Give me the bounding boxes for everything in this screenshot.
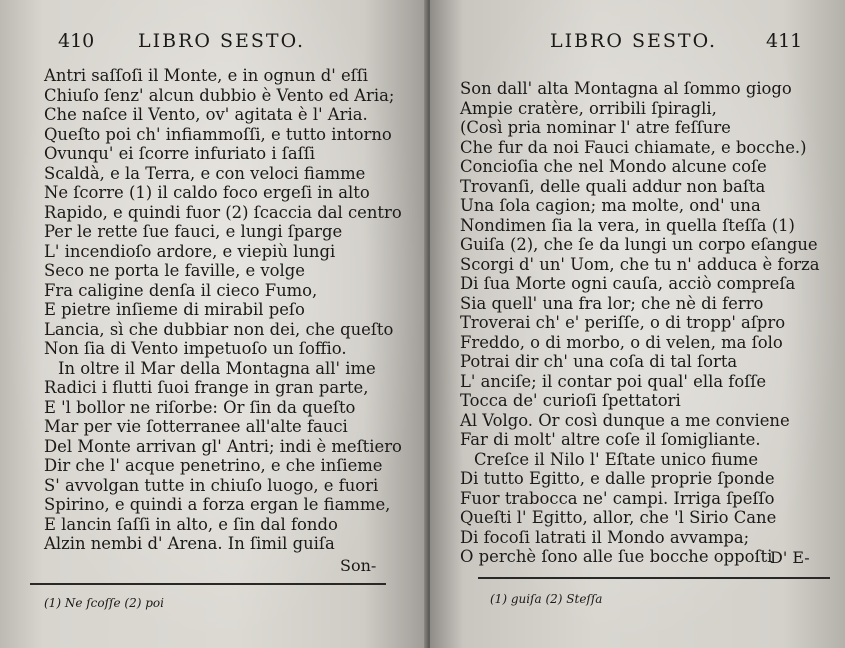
left-catchword: Son- (340, 556, 377, 575)
right-text-block (460, 79, 820, 567)
text-line: Dir che l' acque penetrino, e che inſieme (44, 456, 383, 475)
text-line: (Così pria nominar l' atre feſſure (460, 118, 731, 137)
text-line: Ampie cratère, orribili ſpiragli, (460, 98, 717, 118)
text-line: Trovanſi, delle quali addur non baſta (460, 176, 766, 196)
text-line: Radici i flutti ſuoi frange in gran parte, (44, 378, 369, 397)
text-line: Chiuſo ſenz' alcun dubbio è Vento ed Aria; (44, 85, 395, 105)
text-line: Freddo, o di morbo, o di velen, ma ſolo (460, 332, 783, 352)
text-line: Una ſola cagion; ma molte, ond' una (460, 196, 761, 215)
right-page-number: 411 (766, 30, 803, 52)
text-line: Per le rette ſue fauci, e lungi ſparge (44, 222, 343, 241)
text-line: Fra caligine denſa il cieco Fumo, (44, 280, 318, 300)
text-line: L' incendioſo ardore, e viepiù lungi (44, 241, 336, 261)
text-line: Del Monte arrivan gl' Antri; indi è meſtiero (44, 436, 402, 456)
text-line: Son dall' alta Montagna al ſommo giogo (460, 79, 792, 98)
left-running-head: LIBRO SESTO. (138, 30, 306, 52)
text-line: Creſce il Nilo l' Eſtate unico fiume (474, 449, 759, 469)
right-running-head: LIBRO SESTO. (550, 30, 718, 52)
text-line: E 'l bollor ne riſorbe: Or ſin da queſto (44, 397, 356, 417)
text-line: L' anciſe; il contar poi qual' ella foſſe (460, 371, 767, 391)
text-line: Guiſa (2), che ſe da lungi un corpo eſangue (460, 235, 818, 254)
text-line: O perchè ſono alle ſue bocche oppoſti (460, 547, 773, 566)
text-line: Lancia, sì che dubbiar non dei, che queſto (44, 319, 394, 339)
text-line: Queſti l' Egitto, allor, che 'l Sirio Cane (460, 508, 777, 527)
left-footnotes: (1) Ne ſcoſſe (2) poi (44, 596, 164, 610)
text-line: Fuor trabocca ne' campi. Irriga ſpeſſo (460, 488, 775, 508)
text-line: Sia quell' una fra lor; che nè di ferro (460, 293, 764, 313)
text-line: Far di molt' altre coſe il ſomigliante. (460, 430, 761, 449)
text-line: Ne ſcorre (1) il caldo foco ergeſi in alto (44, 183, 370, 202)
text-line: Queſto poi ch' infiammoſſi, e tutto intorno (44, 124, 392, 144)
right-page (430, 0, 845, 648)
right-catchword: D' E- (770, 548, 810, 567)
text-line: E lancin ſaſſi in alto, e ſin dal fondo (44, 514, 338, 534)
text-line: Che fur da noi Fauci chiamate, e bocche.) (460, 137, 807, 157)
text-line: Al Volgo. Or così dunque a me conviene (460, 410, 790, 430)
text-line: Antri saſſoſi il Monte, e in ognun d' eſſi (44, 66, 369, 85)
left-footnote-rule (30, 583, 386, 585)
text-line: Ovunqu' ei ſcorre infuriato i ſaſſi (44, 144, 316, 163)
text-line: Concioſia che nel Mondo alcune coſe (460, 157, 767, 176)
text-line: Scaldà, e la Terra, e con veloci fiamme (44, 163, 366, 183)
text-line: Non ſia di Vento impetuoſo un ſoffio. (44, 339, 347, 358)
text-line: Scorgi d' un' Uom, che tu n' adduca è forza (460, 254, 820, 274)
text-line: Seco ne porta le faville, e volge (44, 261, 305, 280)
right-footnote-rule (478, 577, 830, 579)
text-line: Mar per vie ſotterranee all'alte fauci (44, 417, 348, 436)
right-footnotes: (1) guiſa (2) Steſſa (490, 592, 603, 606)
left-text-block (44, 66, 402, 554)
text-line: In oltre il Mar della Montagna all' ime (58, 358, 376, 378)
text-line: Tocca de' curioſi ſpettatori (460, 391, 681, 410)
text-line: Potrai dir ch' una coſa di tal ſorta (460, 352, 738, 371)
text-line: Che naſce il Vento, ov' agitata è l' Aria. (44, 105, 368, 124)
text-line: E pietre inſieme di mirabil peſo (44, 300, 305, 319)
text-line: Di focoſi latrati il Mondo avvampa; (460, 527, 750, 547)
text-line: Rapido, e quindi fuor (2) ſcaccia dal centro (44, 202, 402, 222)
text-line: Troverai ch' e' periſſe, o di tropp' aſpro (460, 313, 786, 332)
text-line: Alzin nembi d' Arena. In ſimil guiſa (44, 534, 335, 553)
text-line: S' avvolgan tutte in chiuſo luogo, e fuori (44, 475, 379, 495)
text-line: Nondimen ſia la vera, in quella ſteſſa (1) (460, 215, 795, 235)
left-page-number: 410 (58, 30, 95, 52)
text-line: Di tutto Egitto, e dalle proprie ſponde (460, 469, 775, 488)
text-line: Di ſua Morte ogni cauſa, acciò compreſa (460, 274, 796, 293)
text-line: Spirino, e quindi a forza ergan le fiamme, (44, 495, 391, 514)
